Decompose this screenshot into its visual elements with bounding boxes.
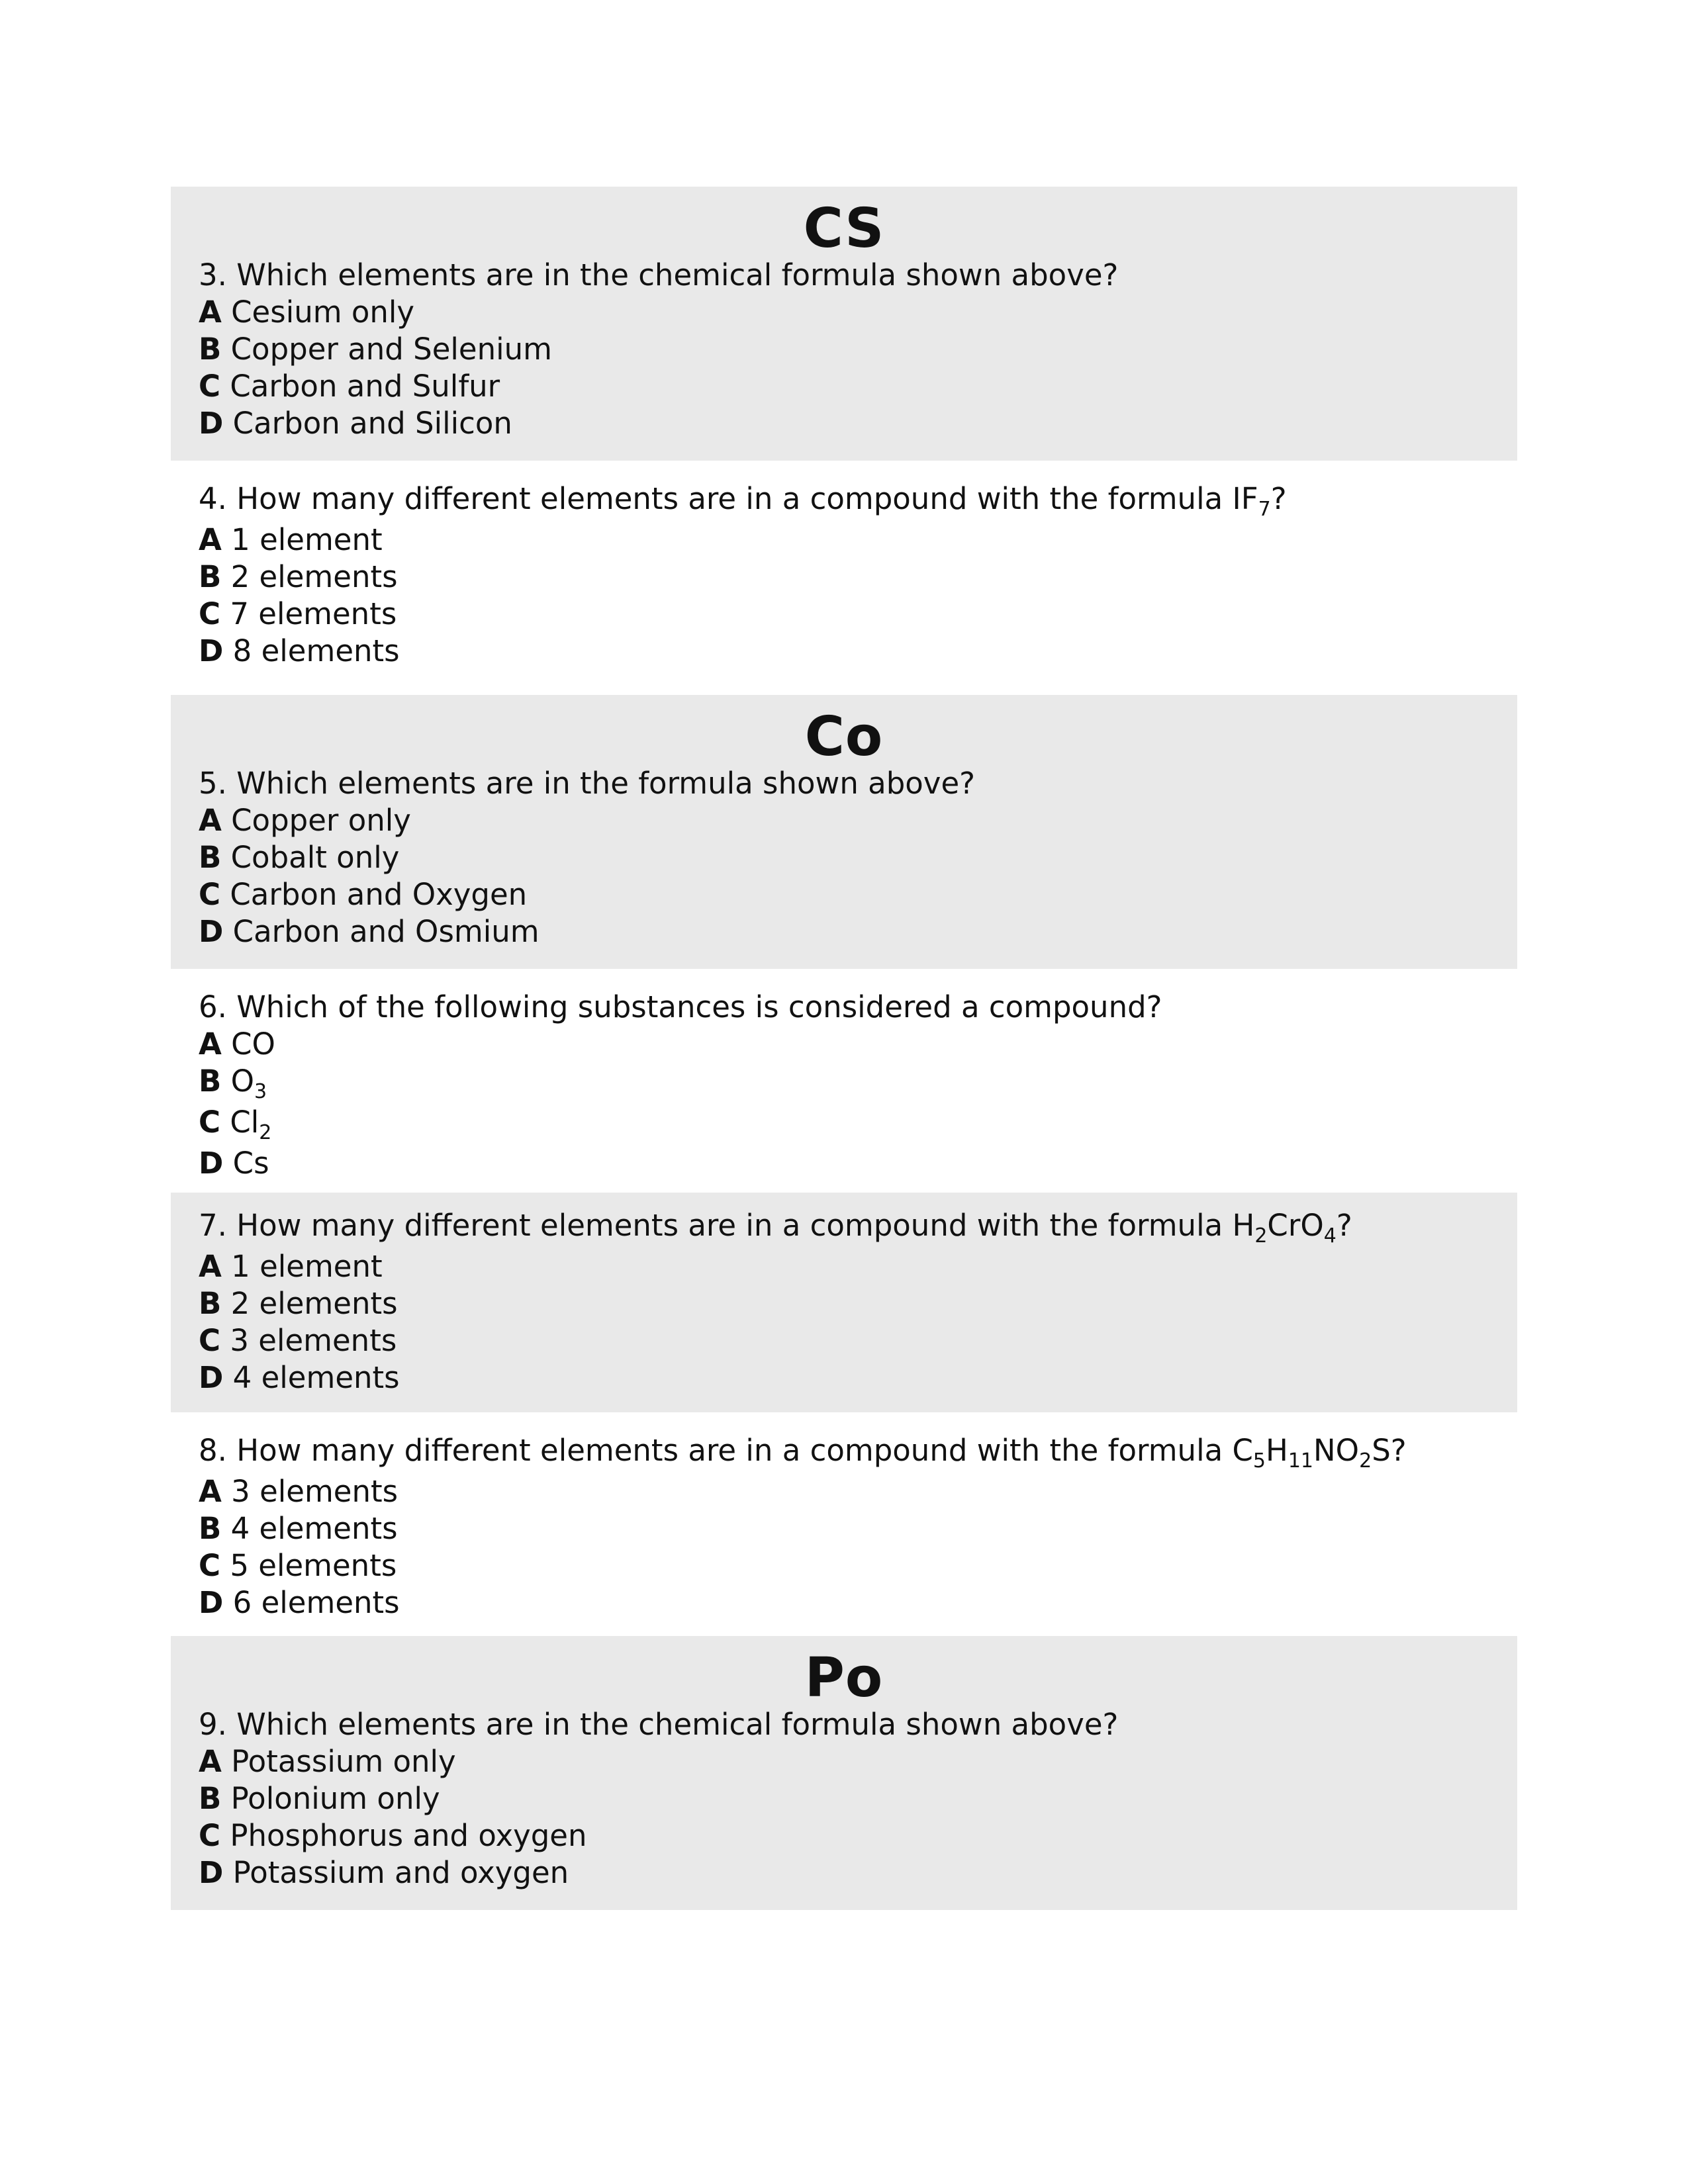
choice-text: 6 elements xyxy=(232,1585,400,1620)
choice-letter: D xyxy=(199,406,224,441)
question-text: 7. How many different elements are in a compound with the formula $H_2CrO_4$? xyxy=(199,1208,1352,1248)
choice-text: 2 elements xyxy=(230,559,398,594)
choice-text: 2 elements xyxy=(230,1286,398,1321)
question-block-8 xyxy=(171,1412,1517,1636)
question-text: 3. Which elements are in the chemical formula shown above? xyxy=(199,257,1119,293)
choice-letter: B xyxy=(199,1064,222,1099)
answer-choice[interactable] xyxy=(199,913,1489,950)
answer-choice[interactable] xyxy=(199,839,1489,876)
choice-text: Carbon and Sulfur xyxy=(230,369,500,404)
choice-letter: A xyxy=(199,1026,222,1062)
answer-choice[interactable] xyxy=(199,331,1489,368)
choice-text: 4 elements xyxy=(232,1360,400,1395)
question-block-5 xyxy=(171,695,1517,969)
choice-letter: B xyxy=(199,1286,222,1321)
answer-choice[interactable] xyxy=(199,405,1489,442)
choice-letter: B xyxy=(199,559,222,594)
answer-choice[interactable] xyxy=(199,1473,1489,1510)
answer-choice[interactable] xyxy=(199,1817,1489,1854)
choice-letter: C xyxy=(199,1548,221,1583)
answer-choice[interactable] xyxy=(199,368,1489,405)
choice-text: 3 elements xyxy=(230,1323,397,1358)
choice-letter: A xyxy=(199,1474,222,1509)
choice-letter: B xyxy=(199,1511,222,1546)
answer-choice[interactable] xyxy=(199,559,1489,596)
choice-text: Copper and Selenium xyxy=(230,332,552,367)
answer-choice[interactable] xyxy=(199,1743,1489,1780)
choice-letter: C xyxy=(199,1818,221,1853)
question-block-4 xyxy=(171,461,1517,695)
choice-text: Cs xyxy=(232,1146,269,1181)
choice-letter: D xyxy=(199,1585,224,1620)
choice-letter: A xyxy=(199,803,222,838)
answer-choice[interactable] xyxy=(199,1359,1489,1396)
choice-text: Carbon and Silicon xyxy=(232,406,512,441)
choice-letter: A xyxy=(199,522,222,557)
formula-display: Po xyxy=(804,1647,884,1709)
choice-text: Cobalt only xyxy=(230,840,400,875)
choice-text: $O_3$ xyxy=(230,1064,267,1103)
question-block-3 xyxy=(171,187,1517,461)
choice-text: Potassium and oxygen xyxy=(232,1855,569,1890)
question-text: 4. How many different elements are in a compound with the formula $IF_7$? xyxy=(199,481,1287,521)
choice-text: Phosphorus and oxygen xyxy=(230,1818,587,1853)
choice-text: $Cl_2$ xyxy=(230,1105,272,1144)
answer-choice[interactable] xyxy=(199,1063,1489,1104)
answer-choice[interactable] xyxy=(199,1026,1489,1063)
choice-text: Carbon and Oxygen xyxy=(230,877,528,912)
question-block-6 xyxy=(171,969,1517,1193)
answer-choice[interactable] xyxy=(199,294,1489,331)
choice-text: 7 elements xyxy=(230,596,397,631)
question-text: 5. Which elements are in the formula shown above? xyxy=(199,766,976,801)
choice-text: Copper only xyxy=(231,803,411,838)
choice-text: Carbon and Osmium xyxy=(232,914,539,949)
choice-text: 3 elements xyxy=(231,1474,399,1509)
choice-letter: C xyxy=(199,1323,221,1358)
answer-choice[interactable] xyxy=(199,1145,1489,1182)
question-text: 8. How many different elements are in a compound with the formula $C_5H_{11}NO_2S$? xyxy=(199,1433,1407,1473)
choice-text: 1 element xyxy=(231,522,383,557)
answer-choice[interactable] xyxy=(199,1854,1489,1891)
answer-choice[interactable] xyxy=(199,1510,1489,1547)
formula-display: Co xyxy=(804,705,884,768)
answer-choice[interactable] xyxy=(199,1285,1489,1322)
answer-choice[interactable] xyxy=(199,802,1489,839)
choice-letter: B xyxy=(199,1781,222,1816)
choice-letter: C xyxy=(199,1105,221,1140)
answer-choice[interactable] xyxy=(199,1584,1489,1621)
answer-choice[interactable] xyxy=(199,1780,1489,1817)
question-text: 6. Which of the following substances is considered a compound? xyxy=(199,989,1162,1024)
worksheet xyxy=(171,187,1517,1910)
choice-text: 8 elements xyxy=(232,633,400,668)
choice-letter: D xyxy=(199,914,224,949)
choice-text: Cesium only xyxy=(231,295,415,330)
choice-letter: A xyxy=(199,1249,222,1284)
answer-choice[interactable] xyxy=(199,633,1489,670)
choice-letter: C xyxy=(199,877,221,912)
answer-choice[interactable] xyxy=(199,876,1489,913)
question-text: 9. Which elements are in the chemical formula shown above? xyxy=(199,1707,1119,1742)
choice-letter: A xyxy=(199,1744,222,1779)
choice-text: CO xyxy=(231,1026,275,1062)
choice-letter: B xyxy=(199,332,222,367)
choice-text: 1 element xyxy=(231,1249,383,1284)
choice-text: 5 elements xyxy=(230,1548,397,1583)
question-block-9 xyxy=(171,1636,1517,1910)
answer-choice[interactable] xyxy=(199,522,1489,559)
choice-text: 4 elements xyxy=(230,1511,398,1546)
question-block-7 xyxy=(171,1193,1517,1412)
choice-letter: D xyxy=(199,1855,224,1890)
choice-letter: D xyxy=(199,1360,224,1395)
choice-letter: D xyxy=(199,1146,224,1181)
answer-choice[interactable] xyxy=(199,1547,1489,1584)
choice-text: Potassium only xyxy=(231,1744,456,1779)
choice-text: Polonium only xyxy=(230,1781,440,1816)
formula-display: CS xyxy=(803,197,885,260)
choice-letter: D xyxy=(199,633,224,668)
answer-choice[interactable] xyxy=(199,1322,1489,1359)
answer-choice[interactable] xyxy=(199,1104,1489,1145)
answer-choice[interactable] xyxy=(199,596,1489,633)
answer-choice[interactable] xyxy=(199,1248,1489,1285)
choice-letter: C xyxy=(199,596,221,631)
choice-letter: C xyxy=(199,369,221,404)
choice-letter: B xyxy=(199,840,222,875)
choice-letter: A xyxy=(199,295,222,330)
